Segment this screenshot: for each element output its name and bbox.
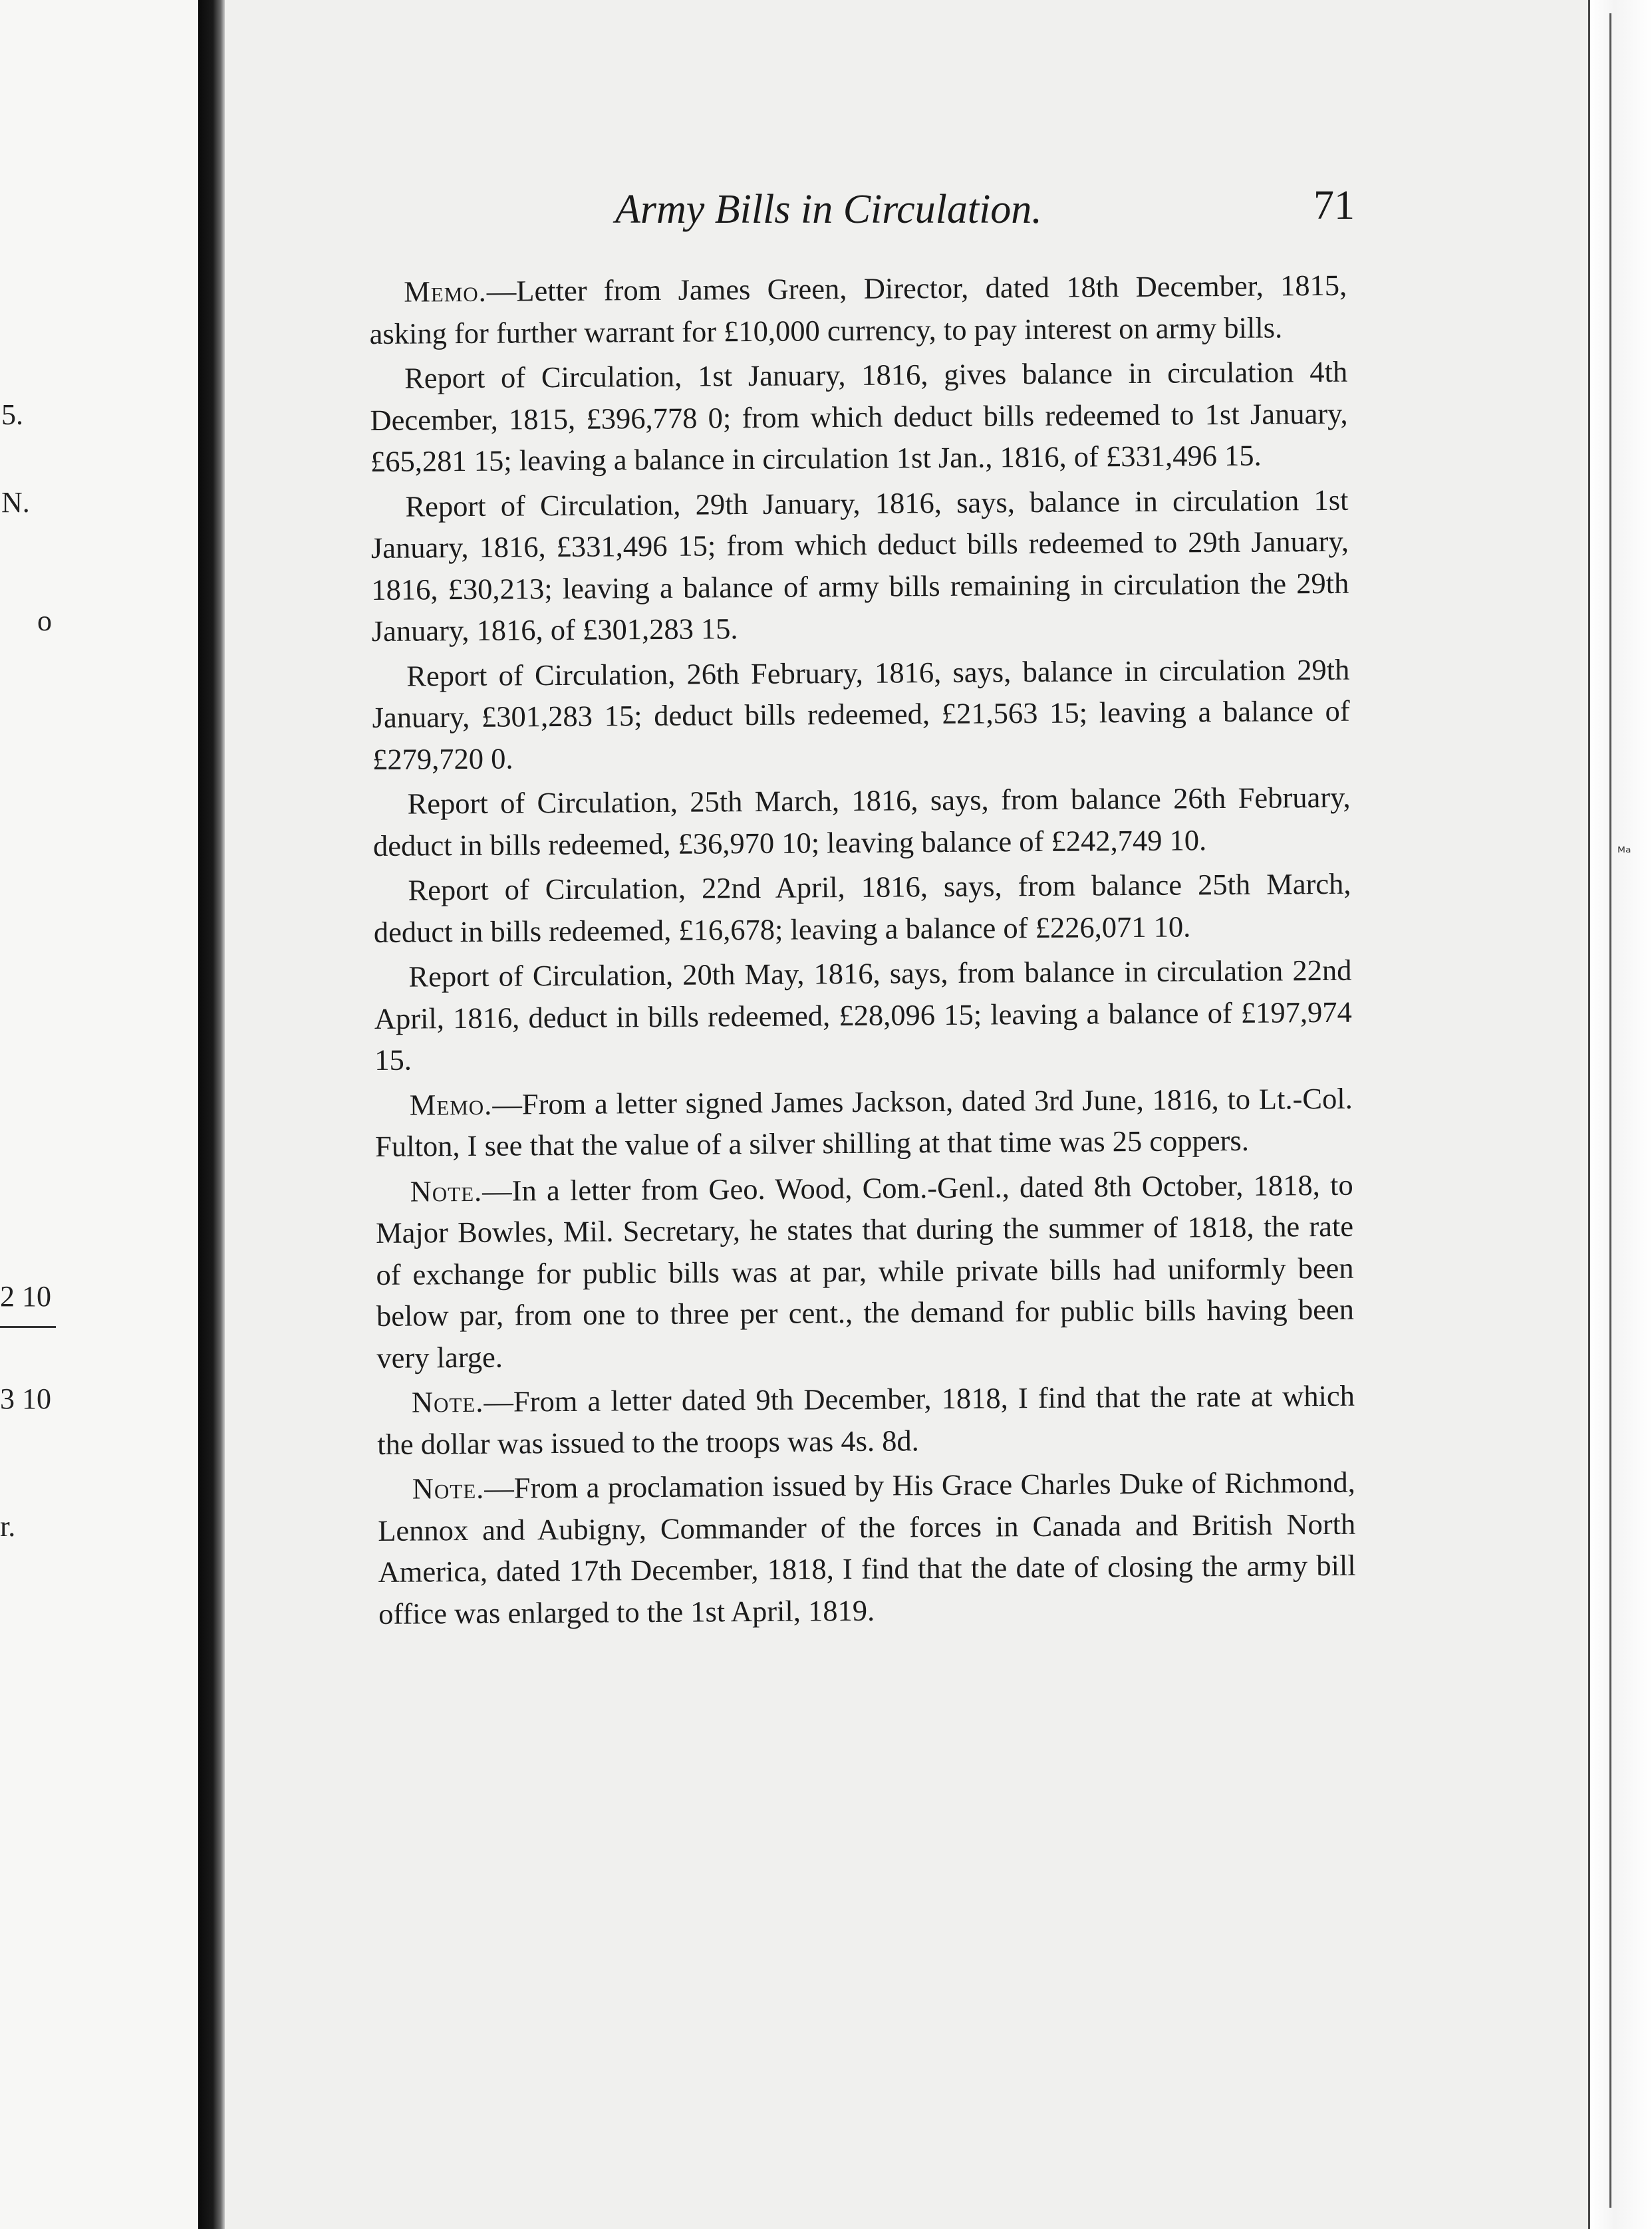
paragraph-report xyxy=(373,863,1351,953)
margin-fragment: 2 10 xyxy=(0,1280,51,1313)
margin-fragment: o xyxy=(37,604,52,637)
margin-fragment: 5. xyxy=(1,398,23,431)
page-edge xyxy=(1590,0,1652,2229)
running-head: Army Bills in Circulation. xyxy=(615,187,1042,232)
paragraph-text: Report of Circulation, 26th February, 1816, says, balance in circulation 29th January, £301,283 15; deduct bills redeemed, £21,563 15; leaving a balance of £279,720 0. xyxy=(372,652,1350,776)
margin-fragment: 3 10 xyxy=(0,1382,51,1415)
paragraph-text: —From a proclamation issued by His Grace Charles Duke of Richmond, Lennox and Aubigny, Commander of the forces in Canada and British North America, dated 17th December, 1818, I find that the date of closing the army bill office was enlarged to the 1st April, 1819. xyxy=(378,1465,1356,1631)
paragraph-note xyxy=(378,1462,1357,1635)
margin-fragment: N. xyxy=(1,486,30,519)
paragraph-text: —From a letter signed James Jackson, dated 3rd June, 1816, to Lt.-Col. Fulton, I see that the value of a silver shilling at that time was 25 coppers. xyxy=(375,1081,1353,1163)
paragraph-lead: Note. xyxy=(411,1384,484,1419)
left-facing-page xyxy=(0,0,198,2229)
paragraph-text: —Letter from James Green, Director, dated 18th December, 1815, asking for further warrant for £10,000 currency, to pay interest on army bills. xyxy=(369,268,1347,350)
paragraph-lead: Memo. xyxy=(409,1087,493,1122)
paragraph-memo xyxy=(369,265,1347,354)
paragraph-text: —From a letter dated 9th December, 1818, I find that the rate at which the dollar was issued to the troops was 4s. 8d. xyxy=(377,1378,1355,1461)
page-header xyxy=(386,183,1355,239)
paragraph-report xyxy=(374,950,1352,1081)
paragraph-text: Report of Circulation, 1st January, 1816, gives balance in circulation 4th December, 1815, £396,778 0; from which deduct bills redeemed to 1st January, £65,281 15; leaving a balance in circulation 1st Jan., 1816, of £331,496 15. xyxy=(370,354,1348,478)
page-number: 71 xyxy=(1313,183,1355,228)
paragraph-text: Report of Circulation, 25th March, 1816, says, from balance 26th February, deduct in bills redeemed, £36,970 10; leaving balance of £242,749 10. xyxy=(372,780,1351,862)
paragraph-report xyxy=(370,351,1348,483)
paragraph-note xyxy=(377,1375,1355,1465)
margin-fragment: r. xyxy=(0,1510,16,1543)
paragraph-report xyxy=(372,648,1350,780)
paragraph-memo xyxy=(375,1077,1353,1167)
edge-mark: ᴹᵃ xyxy=(1617,845,1631,861)
book-gutter xyxy=(198,0,225,2229)
paragraph-text: Report of Circulation, 20th May, 1816, says, from balance in circulation 22nd April, 1816, deduct in bills redeemed, £28,096 15; leaving a balance of £197,974 15. xyxy=(374,953,1352,1077)
paragraph-note xyxy=(375,1164,1354,1378)
paragraph-lead: Memo. xyxy=(404,274,487,309)
page-edge-line xyxy=(1609,13,1611,2208)
paragraph-lead: Note. xyxy=(410,1174,483,1208)
paragraph-text: Report of Circulation, 29th January, 1816, says, balance in circulation 1st January, 1816, £331,496 15; from which deduct bills redeemed to 29th January, 1816, £30,213; leaving a balance of army bills remaining in circulation the 29th January, 1816, of £301,283 15. xyxy=(370,483,1349,648)
paragraph-report xyxy=(372,777,1351,866)
paragraph-lead: Note. xyxy=(412,1471,485,1506)
paragraph-text: —In a letter from Geo. Wood, Com.-Genl., dated 8th October, 1818, to Major Bowles, Mil. Secretary, he states that during the summer of 1818, the rate of exchange for public bills was at par, while private bills had uniformly been below par, from one to three per cent., the demand for public bills having been very large. xyxy=(375,1168,1355,1375)
paragraph-report xyxy=(370,479,1349,652)
page-body xyxy=(369,265,1356,1638)
paragraph-text: Report of Circulation, 22nd April, 1816, says, from balance 25th March, deduct in bills redeemed, £16,678; leaving a balance of £226,071 10. xyxy=(373,866,1351,949)
margin-rule xyxy=(0,1326,56,1328)
